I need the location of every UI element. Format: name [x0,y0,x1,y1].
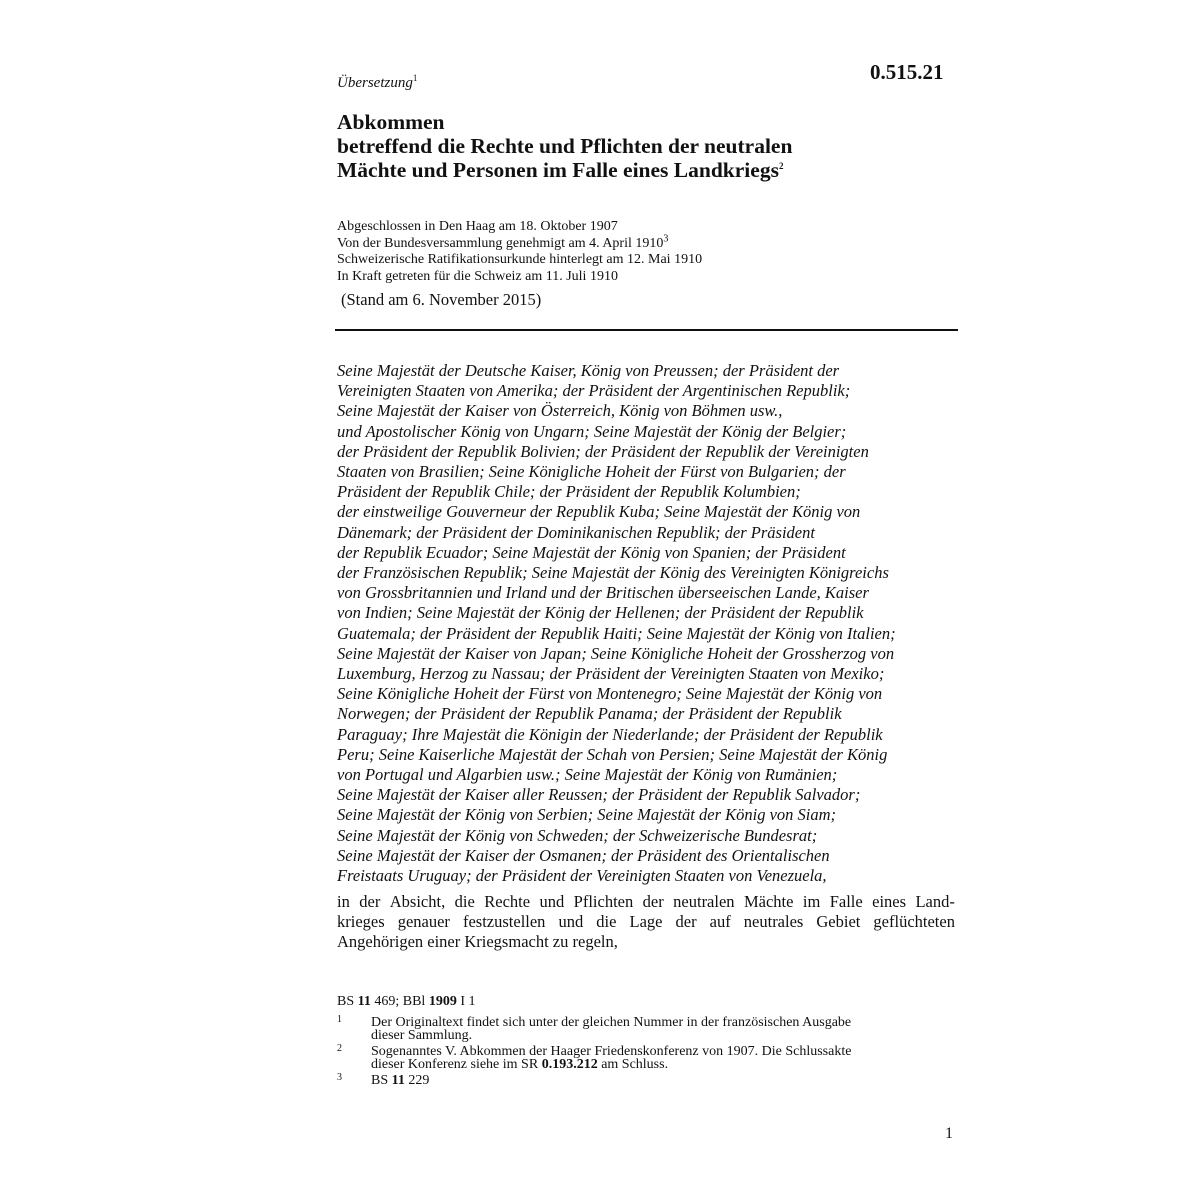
translation-footnote-ref[interactable]: 1 [412,73,418,83]
preamble-line: Seine Königliche Hoheit der Fürst von Montenegro; Seine Majestät der König von [337,684,883,704]
footnote-text: BS [371,1073,392,1088]
meta-concluded: Abgeschlossen in Den Haag am 18. Oktober 1907 [337,219,618,234]
preamble-line: Seine Majestät der König von Schweden; der Schweizerische Bundesrat; [337,825,818,845]
footnote-text: Der Originaltext findet sich unter der gleichen Nummer in der französischen Ausgabe [371,1015,852,1030]
preamble-line: von Grossbritannien und Irland und der Britischen überseeischen Lande, Kaiser [337,583,869,603]
bs-ref-mid: 469; BBl [370,994,429,1009]
document-metadata [337,219,702,285]
bs-ref-prefix: BS [337,994,358,1009]
title-line-1: Abkommen [337,110,445,134]
footnote-1 [337,1016,957,1042]
footnote-number: 3 [337,1072,342,1083]
document-title [337,110,792,182]
intent-paragraph [337,892,955,953]
footnote-text-line2 [371,1058,957,1071]
page-number: 1 [945,1125,953,1142]
meta-approved-footnote-ref[interactable]: 3 [663,232,669,244]
status-date: (Stand am 6. November 2015) [341,290,542,309]
preamble-line: Seine Majestät der Deutsche Kaiser, König von Preussen; der Präsident der [337,361,840,380]
preamble-line: Norwegen; der Präsident der Republik Panama; der Präsident der Republik [337,704,842,724]
bs-ref-suffix: I 1 [456,994,476,1009]
preamble-line: Luxemburg, Herzog zu Nassau; der Präsident der Vereinigten Staaten von Mexiko; [337,664,885,684]
preamble-line: Seine Majestät der Kaiser aller Reussen; der Präsident der Republik Salvador; [337,785,861,805]
preamble-line: der einstweilige Gouverneur der Republik Kuba; Seine Majestät der König von [337,502,861,522]
bs-ref-year: 1909 [428,994,457,1009]
meta-approved-text: Von der Bundesversammlung genehmigt am 4. April 1910 [337,235,664,251]
footnote-text: 229 [404,1073,430,1088]
footnote-number: 2 [337,1043,342,1054]
preamble-line: Staaten von Brasilien; Seine Königliche Hoheit der Fürst von Bulgarien; der [337,462,846,482]
preamble-line: Seine Majestät der König von Serbien; Seine Majestät der König von Siam; [337,805,837,825]
preamble-line: Guatemala; der Präsident der Republik Haiti; Seine Majestät der König von Italien; [337,623,896,643]
intent-line: Angehörigen einer Kriegsmacht zu regeln, [337,932,618,952]
footnote-bold: 11 [391,1073,405,1088]
footnotes [337,1016,957,1090]
bs-reference [337,994,476,1010]
intent-line: krieges genauer festzustellen und die Lage der auf neutrales Gebiet geflüchteten [337,912,955,932]
preamble-line: Seine Majestät der Kaiser von Japan; Seine Königliche Hoheit der Grossherzog von [337,643,895,663]
footnote-text: Sogenanntes V. Abkommen der Haager Friedenskonferenz von 1907. Die Schlussakte [371,1044,852,1059]
footnote-text-line [371,1074,957,1087]
preamble-line: Seine Majestät der Kaiser der Osmanen; der Präsident des Orientalischen [337,845,830,865]
title-line-3 [337,158,792,182]
preamble-line: Freistaats Uruguay; der Präsident der Vereinigten Staaten von Venezuela, [337,866,827,886]
title-line-2: betreffend die Rechte und Pflichten der neutralen [337,134,793,158]
preamble-line: Paraguay; Ihre Majestät die Königin der Niederlande; der Präsident der Republik [337,724,883,744]
title-line-3-text: Mächte und Personen im Falle eines Landkriegs [337,158,779,182]
meta-ratification: Schweizerische Ratifikationsurkunde hinterlegt am 12. Mai 1910 [337,252,703,267]
bs-ref-volume: 11 [357,994,371,1009]
preamble-line: der Republik Ecuador; Seine Majestät der König von Spanien; der Präsident [337,542,846,562]
preamble-line: von Indien; Seine Majestät der König der Hellenen; der Präsident der Republik [337,603,864,623]
preamble-line: Dänemark; der Präsident der Dominikanischen Republik; der Präsident [337,522,815,542]
header-divider [335,329,958,331]
preamble-line: Peru; Seine Kaiserliche Majestät der Schah von Persien; Seine Majestät der König [337,744,888,764]
preamble-line: von Portugal und Algarbien usw.; Seine Majestät der König von Rumänien; [337,765,838,785]
preamble-line: der Präsident der Republik Bolivien; der Präsident der Republik der Vereinigten [337,441,869,461]
title-footnote-ref[interactable]: 2 [778,160,784,171]
intent-line: in der Absicht, die Rechte und Pflichten der neutralen Mächte im Falle eines Land- [337,892,955,911]
preamble-parties [337,361,957,886]
meta-in-force: In Kraft getreten für die Schweiz am 11. Juli 1910 [337,268,618,284]
footnote-text: am Schluss. [597,1057,669,1072]
footnote-sr-link[interactable]: 0.193.212 [541,1057,598,1072]
preamble-line: Seine Majestät der Kaiser von Österreich, König von Böhmen usw., [337,401,783,421]
preamble-line: und Apostolischer König von Ungarn; Seine Majestät der König der Belgier; [337,421,847,441]
preamble-line: Vereinigten Staaten von Amerika; der Präsident der Argentinischen Republik; [337,381,851,401]
sr-number: 0.515.21 [870,60,944,84]
translation-text: Übersetzung [337,75,413,91]
preamble-line: Präsident der Republik Chile; der Präsident der Republik Kolumbien; [337,482,801,502]
footnote-text: dieser Konferenz siehe im SR [371,1057,542,1072]
footnote-2 [337,1045,957,1071]
footnote-3 [337,1074,957,1087]
preamble-line: der Französischen Republik; Seine Majestät der König des Vereinigten Königreichs [337,563,889,583]
footnote-text: dieser Sammlung. [371,1028,473,1043]
footnote-number: 1 [337,1014,342,1025]
translation-label [337,75,417,92]
meta-approved [337,232,702,253]
